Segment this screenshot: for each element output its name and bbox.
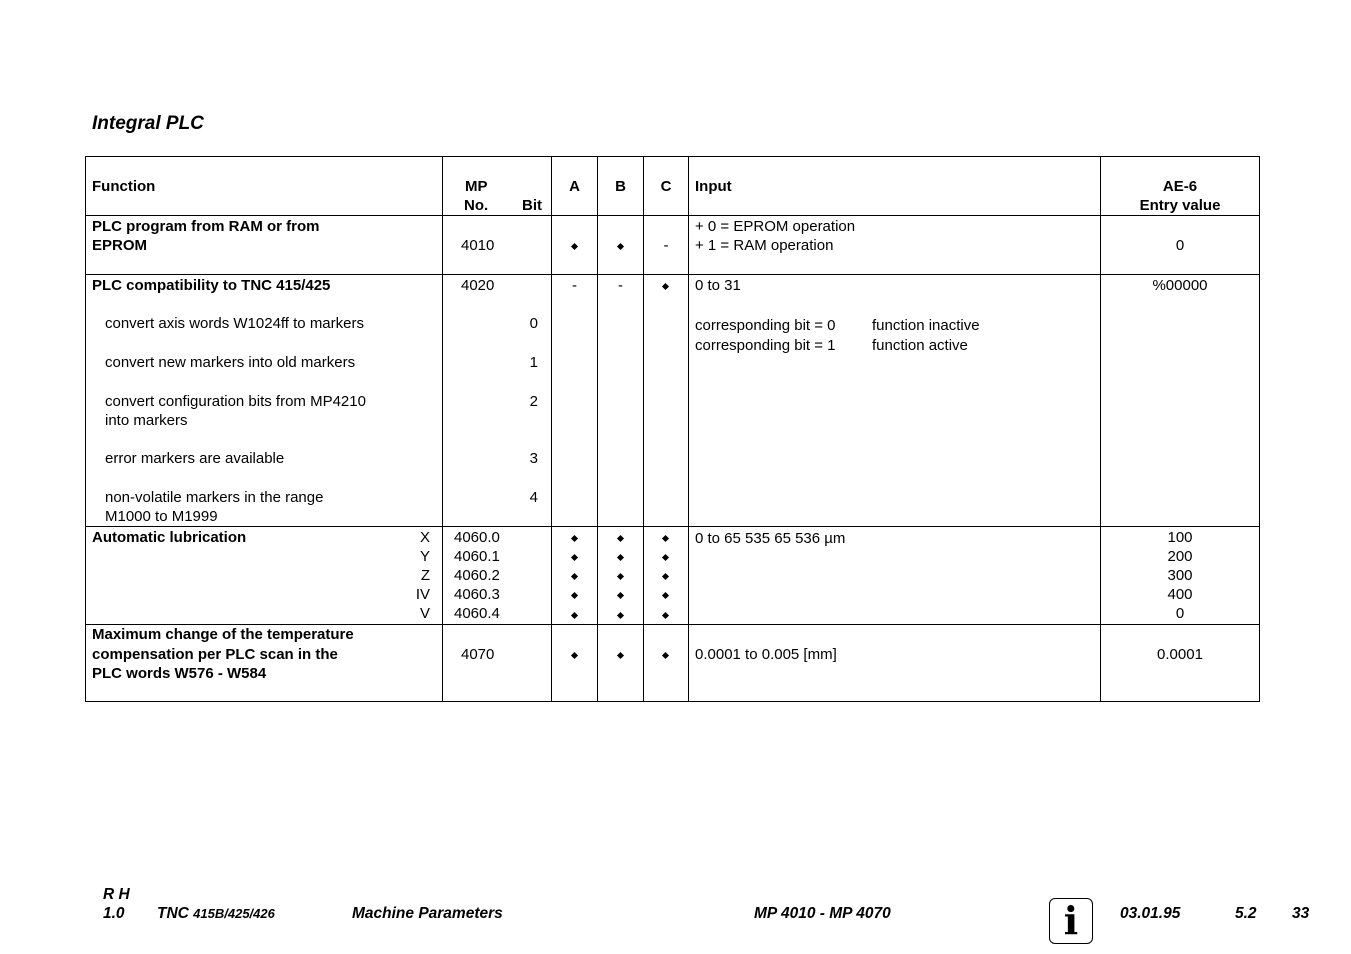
bit-description: convert axis words W1024ff to markers: [105, 315, 364, 332]
col-divider: [551, 157, 552, 701]
axis-mp: 4060.4: [454, 605, 500, 622]
axis-mp: 4060.1: [454, 548, 500, 565]
header-a: A: [569, 178, 580, 195]
row3-c-marker: [662, 573, 669, 580]
page-title: Integral PLC: [92, 113, 204, 134]
row2-a-mark: -: [572, 277, 577, 294]
bit-effect-0: function inactive: [872, 317, 980, 334]
axis-value: 400: [1167, 586, 1193, 603]
footer-mp-range: MP 4010 - MP 4070: [754, 905, 891, 922]
bit-description: convert configuration bits from MP4210: [105, 393, 366, 410]
axis-value: 0: [1175, 605, 1185, 622]
info-icon-glyph: i: [1063, 898, 1079, 943]
row1-function-line1: PLC program from RAM or from: [92, 218, 320, 235]
axis-label: Z: [420, 567, 430, 584]
axis-value: 200: [1167, 548, 1193, 565]
header-mp: MP: [465, 178, 488, 195]
bit-number: 4: [529, 489, 538, 506]
header-function: Function: [92, 178, 156, 195]
row2-c-marker: [662, 283, 669, 290]
header-b: B: [615, 178, 626, 195]
row4-input: 0.0001 to 0.005 [mm]: [695, 646, 837, 663]
header-input: Input: [695, 178, 732, 195]
bit-description: convert new markers into old markers: [105, 354, 356, 371]
row3-c-marker: [662, 535, 669, 542]
row4-mp: 4070: [461, 646, 495, 663]
bit-condition-0: corresponding bit = 0: [695, 317, 836, 334]
row-divider: [86, 526, 1259, 527]
footer-chapter: 5.2: [1235, 905, 1257, 922]
row-divider: [86, 274, 1259, 275]
row4-a-marker: [571, 652, 578, 659]
bit-number: 2: [529, 393, 538, 410]
axis-value: 300: [1167, 567, 1193, 584]
row3-c-marker: [662, 554, 669, 561]
machine-parameter-table: [85, 156, 1260, 702]
row1-function-line2: EPROM: [92, 237, 148, 254]
row4-c-marker: [662, 652, 669, 659]
row3-a-marker: [571, 554, 578, 561]
row3-b-marker: [617, 612, 624, 619]
bit-effect-1: function active: [872, 337, 968, 354]
row3-b-marker: [617, 535, 624, 542]
bit-description: non-volatile markers in the range: [105, 489, 324, 506]
row1-c-mark: -: [663, 237, 669, 254]
row3-a-marker: [571, 573, 578, 580]
axis-mp: 4060.0: [454, 529, 500, 546]
info-icon: [1049, 898, 1093, 944]
header-entry-value: Entry value: [1139, 197, 1221, 214]
row4-value: 0.0001: [1157, 646, 1203, 663]
row3-b-marker: [617, 554, 624, 561]
row3-function: Automatic lubrication: [92, 529, 247, 546]
axis-label: X: [419, 529, 430, 546]
footer-tnc: TNC: [157, 905, 189, 922]
footer-models: 415B/425/426: [193, 906, 275, 921]
footer-author: R H: [103, 886, 130, 903]
row2-mp: 4020: [461, 277, 495, 294]
row3-b-marker: [617, 592, 624, 599]
axis-mp: 4060.3: [454, 586, 500, 603]
row1-input-line2: + 1 = RAM operation: [695, 237, 834, 254]
footer-section: Machine Parameters: [352, 905, 503, 922]
bit-description-continued: into markers: [105, 412, 188, 429]
row1-input-line1: + 0 = EPROM operation: [695, 218, 856, 235]
axis-label: V: [419, 605, 430, 622]
row3-a-marker: [571, 535, 578, 542]
axis-label: IV: [415, 586, 430, 603]
axis-mp: 4060.2: [454, 567, 500, 584]
row3-c-marker: [662, 612, 669, 619]
row1-mp: 4010: [461, 237, 495, 254]
row2-b-mark: -: [618, 277, 623, 294]
row1-a-marker: [571, 243, 578, 250]
footer-version: 1.0: [103, 905, 125, 922]
row2-input: 0 to 31: [695, 277, 741, 294]
header-mp-no: No.: [464, 197, 489, 214]
col-divider: [442, 157, 443, 701]
row4-function-line2: compensation per PLC scan in the: [92, 646, 338, 663]
row4-function-line3: PLC words W576 - W584: [92, 665, 267, 682]
axis-value: 100: [1167, 529, 1193, 546]
row1-value: 0: [1175, 237, 1185, 254]
row3-input: 0 to 65 535 65 536 µm: [695, 530, 846, 547]
row4-b-marker: [617, 652, 624, 659]
header-ae6: AE-6: [1162, 178, 1198, 195]
row3-c-marker: [662, 592, 669, 599]
row3-a-marker: [571, 612, 578, 619]
row4-function-line1: Maximum change of the temperature: [92, 626, 354, 643]
row-divider: [86, 215, 1259, 216]
bit-description-continued: M1000 to M1999: [105, 508, 218, 525]
header-c: C: [660, 178, 672, 195]
bit-number: 3: [529, 450, 538, 467]
bit-condition-1: corresponding bit = 1: [695, 337, 836, 354]
row3-b-marker: [617, 573, 624, 580]
col-divider: [688, 157, 689, 701]
row1-b-marker: [617, 243, 624, 250]
row3-a-marker: [571, 592, 578, 599]
axis-label: Y: [419, 548, 430, 565]
footer-date: 03.01.95: [1120, 905, 1181, 922]
row2-function: PLC compatibility to TNC 415/425: [92, 277, 331, 294]
bit-description: error markers are available: [105, 450, 285, 467]
footer-page-number: 33: [1292, 905, 1310, 922]
header-bit: Bit: [522, 197, 542, 214]
bit-number: 1: [529, 354, 538, 371]
footer-product: [157, 905, 275, 923]
bit-number: 0: [529, 315, 538, 332]
col-divider: [597, 157, 598, 701]
row2-value: %00000: [1152, 277, 1208, 294]
